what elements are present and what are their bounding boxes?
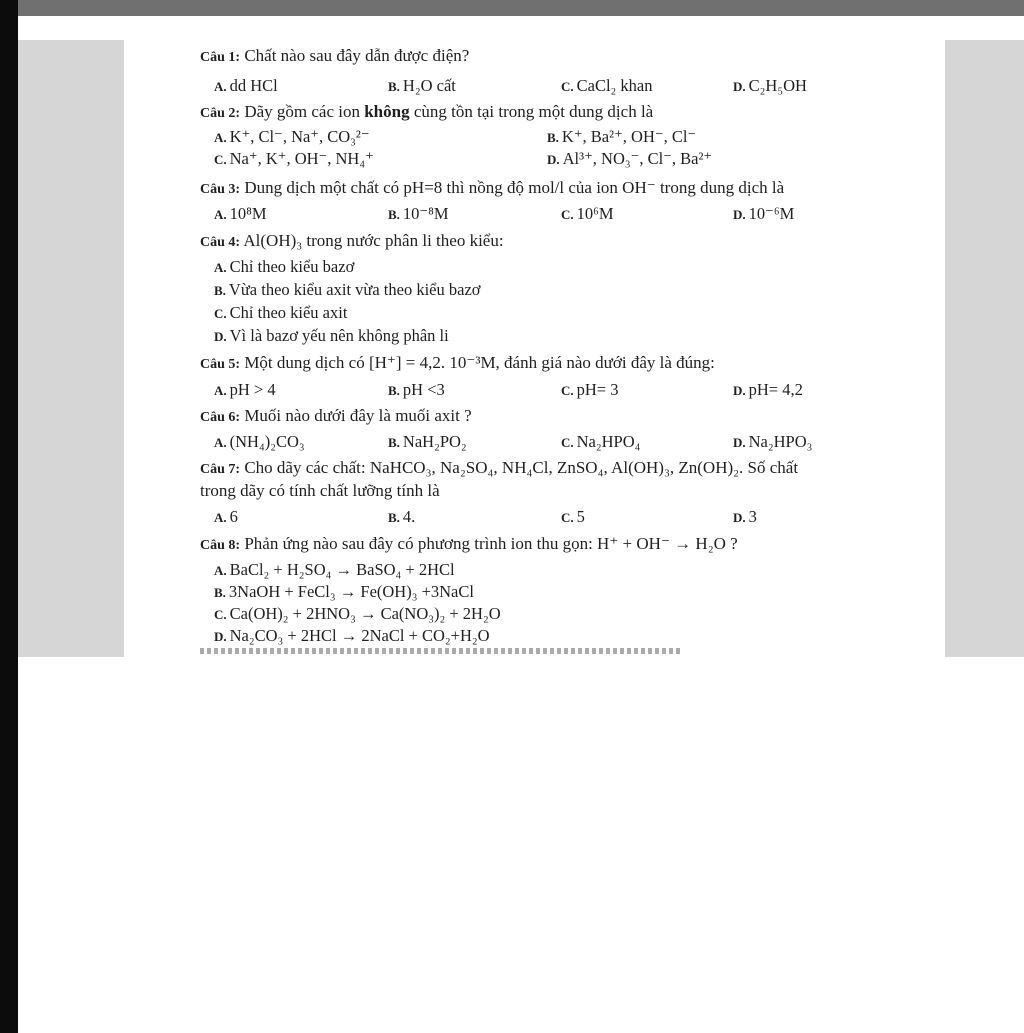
q7-option-b: B. 4. — [388, 507, 416, 526]
q8-option-b: B. 3NaOH + FeCl₃ → Fe(OH)₃ +3NaCl — [214, 582, 474, 601]
top-bar — [0, 0, 1024, 16]
q8-option-a: A. BaCl₂ + H₂SO₄ → BaSO₄ + 2HCl — [214, 560, 455, 579]
question-4 — [200, 231, 504, 251]
q3-option-c: C. 10⁶M — [561, 204, 614, 223]
question-4-text: Al(OH)₃ trong nước phân li theo kiểu: — [243, 231, 504, 250]
q7-option-c: C. 5 — [561, 507, 585, 526]
q5-option-b: B. pH <3 — [388, 380, 445, 399]
q5-option-d: D. pH= 4,2 — [733, 380, 803, 399]
question-2-label: Câu 2: — [200, 106, 241, 121]
q8-option-d: D. Na₂CO₃ + 2HCl → 2NaCl + CO₂+H₂O — [214, 626, 490, 645]
q7-option-a: A. 6 — [214, 507, 238, 526]
question-1-label: Câu 1: — [200, 50, 241, 65]
q8-option-c: C. Ca(OH)₂ + 2HNO₃ → Ca(NO₃)₂ + 2H₂O — [214, 604, 501, 623]
q1-option-c: C. CaCl₂ khan — [561, 76, 653, 95]
q1-option-a: A. dd HCl — [214, 76, 278, 95]
right-side-panel — [945, 40, 1024, 657]
question-4-label: Câu 4: — [200, 235, 241, 250]
q4-option-c: C. Chỉ theo kiểu axit — [214, 303, 348, 322]
q2-option-b: B. K⁺, Ba²⁺, OH⁻, Cl⁻ — [547, 127, 697, 146]
question-1 — [200, 46, 469, 66]
left-side-panel — [18, 40, 124, 657]
q4-option-a: A. Chỉ theo kiểu bazơ — [214, 257, 355, 276]
question-7-label: Câu 7: — [200, 462, 241, 477]
q5-option-c: C. pH= 3 — [561, 380, 619, 399]
q3-option-b: B. 10⁻⁸M — [388, 204, 449, 223]
question-3-label: Câu 3: — [200, 182, 241, 197]
q4-option-d: D. Vì là bazơ yếu nên không phân li — [214, 326, 449, 345]
question-7-text: Cho dãy các chất: NaHCO₃, Na₂SO₄, NH₄Cl, ZnSO₄, Al(OH)₃, Zn(OH)₂. Số chất — [244, 458, 799, 477]
q6-option-a: A. (NH₄)₂CO₃ — [214, 432, 305, 451]
q6-option-c: C. Na₂HPO₄ — [561, 432, 641, 451]
question-8 — [200, 534, 738, 554]
q7-option-d: D. 3 — [733, 507, 757, 526]
cut-off-text-line — [200, 648, 680, 654]
q1-option-d: D. C₂H₅OH — [733, 76, 807, 95]
question-5 — [200, 353, 715, 373]
q6-option-b: B. NaH₂PO₂ — [388, 432, 467, 451]
q3-option-d: D. 10⁻⁶M — [733, 204, 795, 223]
question-1-text: Chất nào sau đây dẫn được điện? — [244, 46, 470, 65]
question-3-text: Dung dịch một chất có pH=8 thì nồng độ mol/l của ion OH⁻ trong dung dịch là — [244, 178, 785, 197]
top-left-gap — [18, 16, 124, 40]
question-5-text: Một dung dịch có [H⁺] = 4,2. 10⁻³M, đánh giá nào dưới đây là đúng: — [244, 353, 715, 372]
q3-option-a: A. 10⁸M — [214, 204, 267, 223]
q2-option-c: C. Na⁺, K⁺, OH⁻, NH₄⁺ — [214, 149, 374, 168]
q4-option-b: B. Vừa theo kiểu axit vừa theo kiểu bazơ — [214, 280, 481, 299]
q5-option-a: A. pH > 4 — [214, 380, 276, 399]
question-8-label: Câu 8: — [200, 538, 241, 553]
q6-option-d: D. Na₂HPO₃ — [733, 432, 813, 451]
question-5-label: Câu 5: — [200, 357, 241, 372]
question-6-text: Muối nào dưới đây là muối axit ? — [244, 406, 472, 425]
question-6 — [200, 406, 472, 426]
question-2: Câu 2: Dãy gồm các ion không cùng tồn tại trong một dung dịch là — [200, 102, 654, 121]
left-edge-bar — [0, 0, 18, 1033]
document-page — [124, 30, 945, 657]
question-7 — [200, 458, 798, 478]
q1-option-b: B. H₂O cất — [388, 76, 456, 95]
q2-option-d: D. Al³⁺, NO₃⁻, Cl⁻, Ba²⁺ — [547, 149, 713, 168]
question-7-line2: trong dãy có tính chất lưỡng tính là — [200, 481, 440, 500]
q2-option-a: A. K⁺, Cl⁻, Na⁺, CO₃²⁻ — [214, 127, 370, 146]
question-2-emphasis: không — [364, 102, 410, 121]
question-8-text: Phản ứng nào sau đây có phương trình ion thu gọn: H⁺ + OH⁻ → H₂O ? — [244, 534, 738, 553]
question-3 — [200, 178, 784, 198]
question-6-label: Câu 6: — [200, 410, 241, 425]
top-right-gap — [945, 16, 1024, 40]
